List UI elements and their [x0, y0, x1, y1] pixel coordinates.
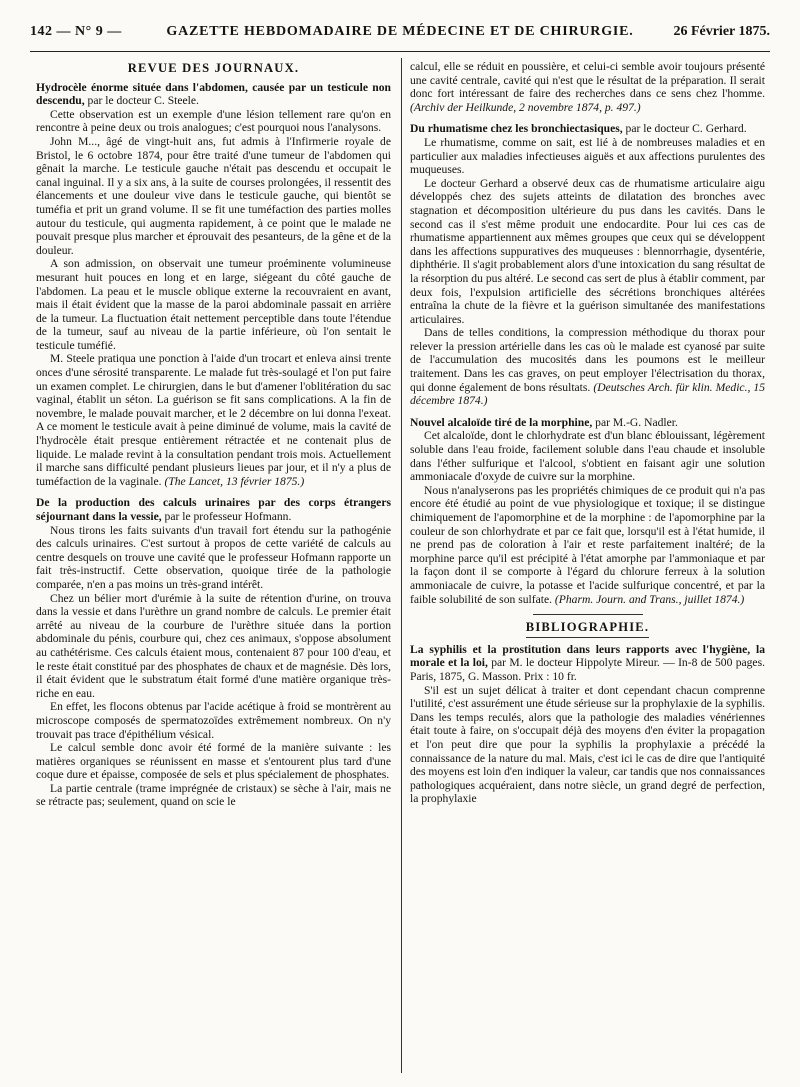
paragraph-text: Nous n'analyserons pas les propriétés chimiques de ce produit qui n'a pas encore été étudié au point de vue physiologique et toxique; il se distingue chimiquement de l'apomorphine et de la morphine : de l'apomorphine par la couleur de son chlorhydrate et par ce fait que, lorsqu'il est à l'état humide, il ne prend pas de coloration à l'air et reste parfaitement inaltéré; de la morphine parce qu'il est précipité à l'état amorphe par l'ammoniaque et par la façon dont il se comporte à l'égard du chlorure ferreux à la solution ammoniacale de cuivre, la potasse et l'acide sulfurique concentré, et par la faible solubilité de son sulfate.: [410, 483, 765, 606]
article-title-text: Hydrocèle énorme située dans l'abdomen, causée par un testicule non descendu,: [36, 80, 391, 108]
article-byline: par M.-G. Nadler.: [592, 415, 678, 429]
article-title-text: De la production des calculs urinaires par des corps étrangers séjournant dans la vessie,: [36, 496, 391, 523]
issue-number: — N° 9 —: [56, 24, 122, 39]
page-number: 142: [30, 24, 53, 39]
continued-paragraph: [410, 60, 765, 114]
right-column: [410, 60, 765, 1082]
citation: (Archiv der Heilkunde, 2 novembre 1874, p. 497.): [410, 100, 641, 114]
paragraph-text: calcul, elle se réduit en poussière, et celui-ci semble avoir toujours présenté une cavité centrale, cavité qui n'est que le résultat de la préparation. Il serait donc fort intéressant de faire des recherches dans ce sens chez l'homme.: [410, 60, 765, 101]
citation: (Deutsches Arch. für klin. Medic., 15 décembre 1874.): [410, 380, 765, 408]
article-paragraph: John M..., âgé de vingt-huit ans, fut admis à l'Infirmerie royale de Bristol, le 6 octobre 1874, pour être traité d'une tumeur de l'abdomen qui gênait la marche. Le testicule gauche n'était pas descendu et occupait le canal inguinal. Il y a six ans, à la suite de courses prolongées, il ressentit des élancements et une douleur vive dans le testicule gauche, qui bientôt se tuméfia et prit un grand volume. Il se fit une tuméfaction des parties molles autour du testicule, qui augmenta rapidement, à ce point que le malade ne pouvait presque plus marcher et éprouvait des pesanteurs, de la gêne et de la douleur.: [36, 134, 391, 257]
journal-title: GAZETTE HEBDOMADAIRE DE MÉDECINE ET DE CHIRURGIE.: [166, 24, 634, 39]
article-title-alcaloide: [410, 416, 765, 430]
article-paragraph: Cet alcaloïde, dont le chlorhydrate est d'un blanc éblouissant, légèrement soluble dans l'eau froide, facilement soluble dans l'eau chaude et insoluble dans l'éther sulfurique et l'alcool, s'obtient en faisant agir une solution ammoniacale d'oxyde de cuivre sur la morphine.: [410, 429, 765, 484]
article-title-text: Nouvel alcaloïde tiré de la morphine,: [410, 415, 593, 429]
article-paragraph-last: [410, 484, 765, 606]
page-header: [30, 22, 770, 48]
article-paragraph: Nous tirons les faits suivants d'un travail fort étendu sur la pathogénie des calculs urinaires. C'est surtout à propos de cette variété de calculs au centre desquels on trouve une cavité que le professeur Hofmann rapporte un fait très-instructif. Cette observation, quoique tirée de la pathologie comparée, n'en a pas moins un très-grand intérêt.: [36, 523, 391, 591]
article-paragraph: Le rhumatisme, comme on sait, est lié à de nombreuses maladies et en particulier aux maladies infectieuses aiguës et aux affections purulentes des muqueuses.: [410, 135, 765, 177]
section-heading-revue: REVUE DES JOURNAUX.: [127, 61, 300, 75]
article-title-calculs: [36, 496, 391, 523]
issue-date: 26 Février 1875.: [673, 24, 770, 39]
header-rule: [30, 51, 770, 52]
article-title-rhumatisme: [410, 122, 765, 136]
article-paragraph: A son admission, on observait une tumeur proéminente volumineuse mesurant huit pouces en long et en large, siégeant du côté gauche de l'abdomen. La peau et le muscle oblique externe la recouvraient en avant, mais il était évident que la masse de la paroi abdominale passait en arrière de la tumeur. La fluctuation était nettement perceptible dans toute l'étendue de la tumeur, sauf au niveau de la partie inférieure, où l'on sentait le testicule tuméfié.: [36, 257, 391, 352]
article-paragraph: Cette observation est un exemple d'une lésion tellement rare qu'on en rencontre à peine deux ou trois analogues; c'est pourquoi nous l'analysons.: [36, 107, 391, 135]
paragraph-text: Dans de telles conditions, la compression méthodique du thorax pour relever la pression artérielle dans les cas où le malade est cyanosé par suite de l'accumulation des mucosités dans les poumons est le meilleur traitement. Dans les cas graves, on peut employer l'électrisation du thorax, qui donne également de bons résultats.: [410, 326, 765, 394]
section-heading-bibliographie: [410, 621, 765, 638]
book-details: par M. le docteur Hippolyte Mireur. — In-8 de 500 pages. Paris, 1875, G. Masson. Prix : 10 fr.: [410, 656, 765, 683]
article-title-hydrocele: [36, 81, 391, 108]
article-title-text: La syphilis et la prostitution dans leurs rapports avec l'hygiène, la morale et la loi,: [410, 642, 765, 670]
paragraph-text: M. Steele pratiqua une ponction à l'aide d'un trocart et enleva ainsi trente onces d'une sérosité transparente. Le malade fut très-soulagé et l'on put faire un examen complet. Le chirurgien, dans le but d'amener l'oblitération du sac vaginal, établit un séton. La guérison se fit sans complications. A la fin de novembre, le malade pouvait marcher, et le 2 décembre on lui donna l'exeat. A ce moment le testicule avait à peine diminué de volume, mais la cavité de l'hydrocèle était presque entièrement rétractée et ne contenait plus de liquide. Le malade revint à la consultation pendant trois mois. Actuellement il marche sans difficulté pendant plusieurs lieues par jour, et il n'y a plus de tuméfaction de la vaginale.: [36, 352, 391, 488]
article-byline: par le professeur Hofmann.: [161, 510, 292, 523]
article-paragraph-last: [410, 326, 765, 408]
citation: (The Lancet, 13 février 1875.): [164, 474, 305, 488]
article-paragraph-last: [36, 352, 391, 488]
article-paragraph: S'il est un sujet délicat à traiter et dont cependant chacun comprenne l'utilité, c'est assurément une étude sérieuse sur la prophylaxie de la syphilis. Dans les temps reculés, alors que la pathologie des maladies vénériennes était toute à faire, on s'occupait déjà des moyens d'en éviter la propagation et l'on peut dire que pour la syphilis la prophylaxie a précédé la connaissance de la nature du mal. Mais, c'est ici le cas de dire que l'antiquité des moyens est loin d'en indiquer la valeur, car tandis que nos connaissances pathologiques acquéraient, dans notre siècle, un grand degré de perfection, la prophylaxie: [410, 683, 765, 806]
left-column: [36, 60, 391, 1082]
article-title-text: Du rhumatisme chez les bronchiectasiques,: [410, 122, 623, 136]
article-paragraph: La partie centrale (trame imprégnée de cristaux) se sèche à l'air, mais ne se rétracte pas; seulement, quand on scie le: [36, 781, 391, 809]
citation: (Pharm. Journ. and Trans., juillet 1874.): [554, 592, 745, 606]
column-divider: [401, 58, 402, 1073]
article-paragraph: Chez un bélier mort d'urémie à la suite de rétention d'urine, on trouva dans la vessie et dans l'urèthre un grand nombre de calculs. Le premier était arrêté au niveau de la courbure de l'urèthre située dans la portion abdominale du pénis, courbure qui, chez ces animaux, s'oppose absolument au cathétérisme. Ces calculs étaient mous, contenaient 87 pour 100 d'eau, et le reste était constitué par des phosphates de chaux et de magnésie. Dès lors, il était évident que le substratum était formé d'une matière organique très-riche en eau.: [36, 591, 391, 700]
article-paragraph: Le docteur Gerhard a observé deux cas de rhumatisme articulaire aigu développés chez des sujets atteints de dilatation des bronches avec stagnation et décomposition ultérieure du pus dans les cavités. Dans le second cas il s'est même produit une endocardite. Pour lui ces cas de rhumatisme appartiennent aux mêmes groupes que ceux qui se développent dans les affections suppuratives des muqueuses : blennorrhagie, dysentérie, diphthérie. Il s'agit probablement alors d'une intoxication du sang résultat de la résorption du pus altéré. Le second cas sert de plus à établir comment, par deux fois, l'expulsion artificielle des sécrétions bronchiques altérées entraîna la chute de la fièvre et la guérison simultanée des manifestations articulaires.: [410, 176, 765, 326]
article-paragraph: En effet, les flocons obtenus par l'acide acétique à froid se montrèrent au microscope composés de spermatozoïdes extrêmement nombreux. On n'y trouvait pas trace d'épithélium vésical.: [36, 700, 391, 741]
article-byline: par le docteur C. Gerhard.: [622, 122, 747, 136]
bibliographie-label: BIBLIOGRAPHIE.: [526, 621, 650, 638]
article-byline: par le docteur C. Steele.: [84, 94, 199, 108]
section-rule: [533, 614, 643, 615]
book-review-title: [410, 643, 765, 684]
article-paragraph: Le calcul semble donc avoir été formé de la manière suivante : les matières organiques se réunissent en masse et s'entourent plus tard d'une coque dure et épaisse, composée de sels et plus spécialement de phosphates.: [36, 741, 391, 782]
